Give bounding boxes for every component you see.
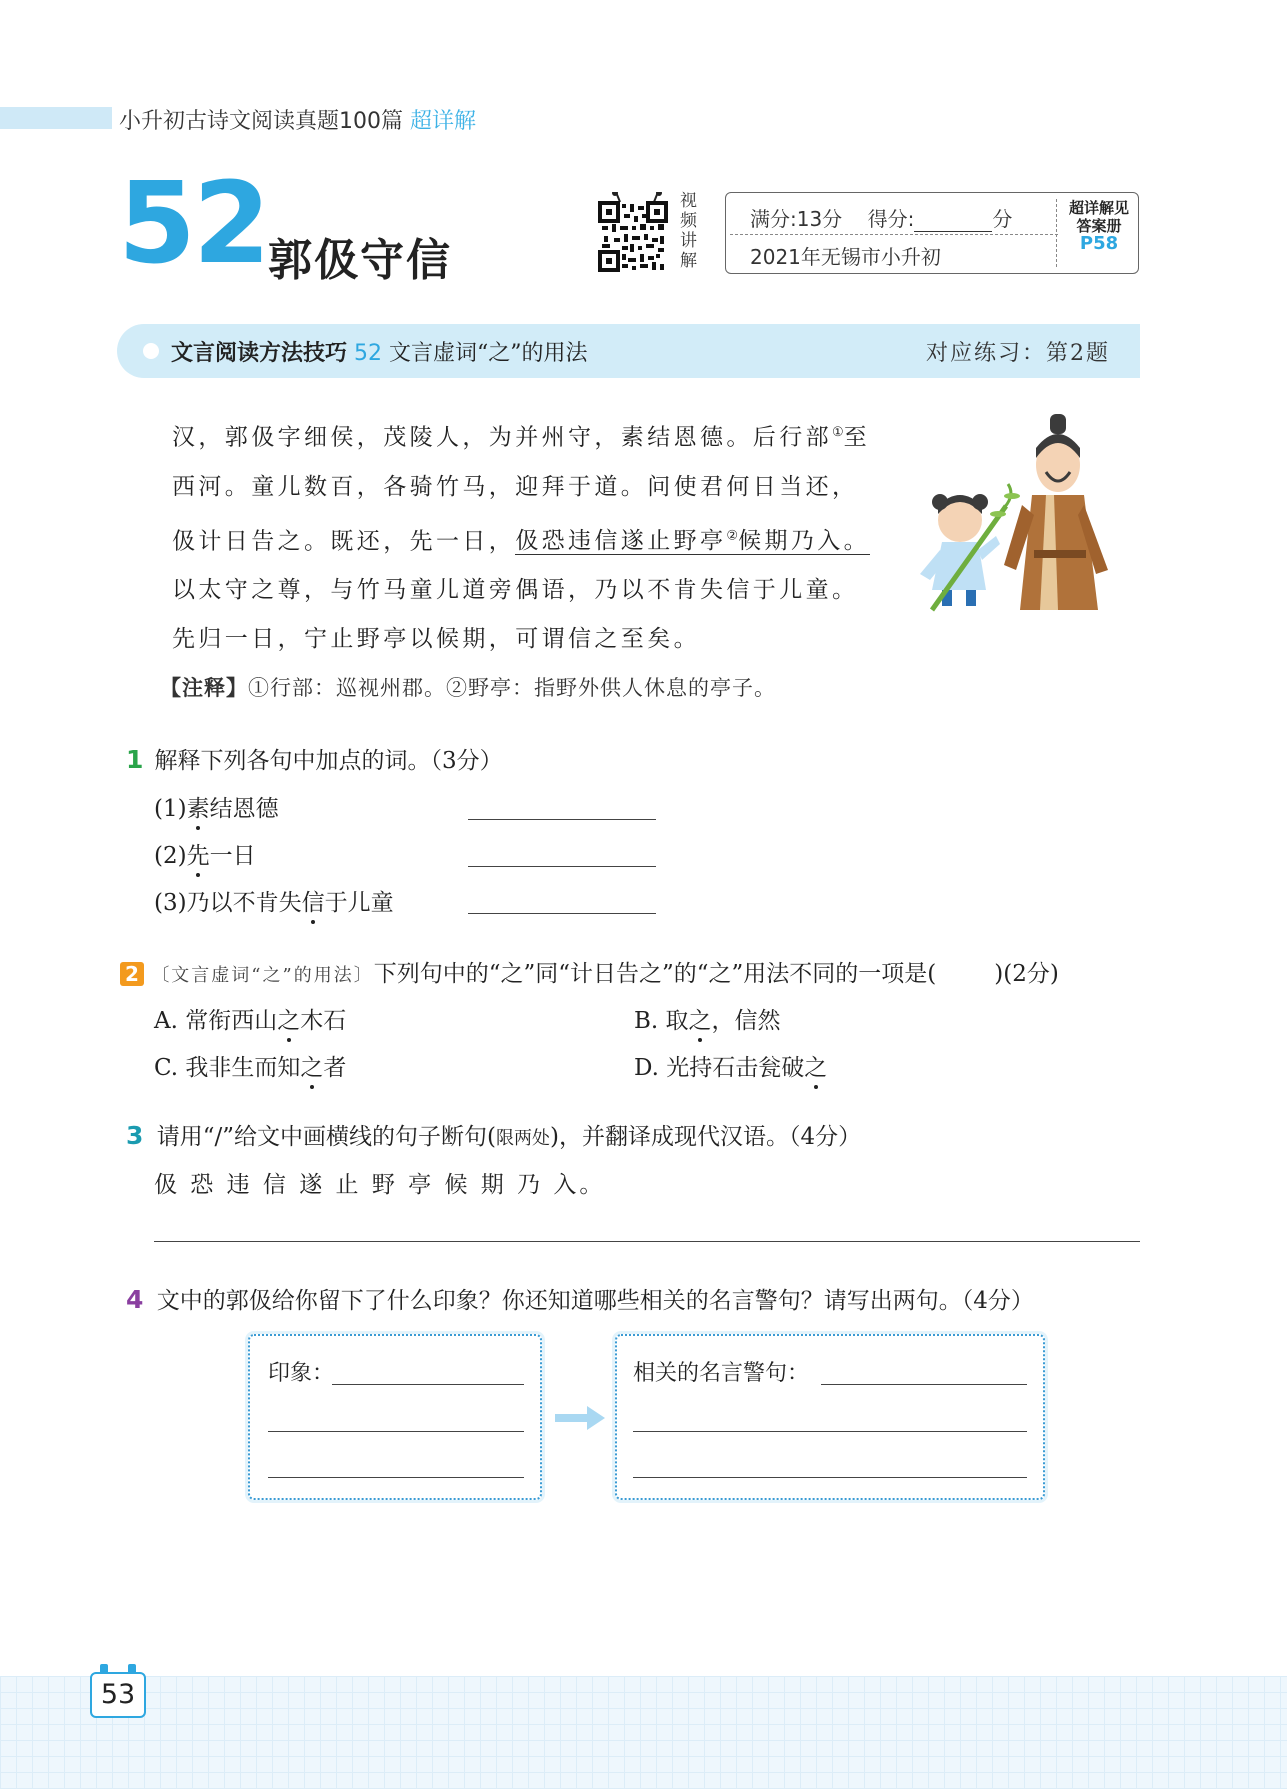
method-banner [117, 324, 1140, 378]
dotted-word: 之 [804, 1055, 828, 1081]
qr-label-char: 解 [680, 251, 697, 271]
option-b[interactable] [634, 1002, 781, 1035]
passage-text: 汉，郭伋字细侯，茂陵人，为并州守，素结恩德。后行部 [172, 424, 832, 451]
score-label: 得分: [867, 207, 915, 231]
score-separator [1056, 199, 1057, 267]
question-prompt: 文中的郭伋给你留下了什么印象？你还知道哪些相关的名言警句？请写出两句。（4分） [156, 1288, 1034, 1314]
score-divider [730, 234, 1058, 235]
arrow-right-icon [555, 1406, 605, 1434]
question-score: )(2分) [994, 961, 1059, 987]
bullet-icon [143, 343, 159, 359]
dotted-word: 之 [277, 1008, 301, 1034]
q1-item-text: (2) [154, 843, 187, 869]
option-text: 者 [323, 1055, 347, 1081]
quotes-label: 相关的名言警句： [633, 1361, 810, 1386]
footer-grid [0, 1676, 1287, 1789]
option-c[interactable] [154, 1049, 346, 1082]
qr-label-char: 视 [680, 191, 697, 211]
passage-text: 以太守之尊，与竹马童儿道旁偶语，乃以不肯失信于儿童。先归一日，宁止野亭以候期，可谓信之至矣。 [172, 577, 859, 653]
impression-box[interactable] [248, 1334, 542, 1500]
question-1 [126, 742, 503, 775]
illustration [912, 410, 1112, 620]
option-text: D. 光持石击瓮破 [634, 1055, 805, 1081]
answer-line[interactable] [633, 1477, 1027, 1478]
qr-code-icon[interactable] [598, 192, 676, 274]
method-label: 文言阅读方法技巧 [171, 341, 348, 366]
page-number: 53 [90, 1672, 146, 1718]
footnote-marker: ② [726, 528, 739, 544]
score-blank[interactable] [914, 213, 992, 232]
answer-line[interactable] [468, 913, 656, 914]
score-row [750, 203, 1012, 232]
q1-item [154, 884, 394, 917]
passage [122, 408, 882, 664]
question-3 [126, 1118, 861, 1151]
question-number: 3 [126, 1121, 144, 1150]
option-text: A. 常衔西山 [154, 1008, 278, 1034]
answer-line[interactable] [268, 1431, 524, 1432]
answer-reference [1060, 199, 1138, 253]
answer-line[interactable] [821, 1384, 1027, 1385]
dotted-word: 信 [301, 890, 325, 916]
header-accent-bar [0, 107, 112, 129]
footnote-marker: ① [832, 425, 844, 440]
full-score: 满分:13分 [750, 207, 843, 231]
option-text: ，信然 [711, 1008, 781, 1034]
footnotes [160, 672, 776, 702]
dotted-word: 之 [300, 1055, 324, 1081]
underlined-text: 伋恐违信遂止野亭 [515, 528, 727, 555]
question-prompt-note: 限两处 [495, 1128, 550, 1149]
score-box [725, 192, 1139, 274]
question-prompt: )，并翻译成现代汉语。（4分） [549, 1124, 862, 1150]
q1-item [154, 790, 279, 823]
option-a[interactable] [154, 1002, 346, 1035]
lesson-number: 52 [118, 159, 268, 289]
question-4 [126, 1282, 1034, 1315]
dotted-word: 先 [186, 843, 210, 869]
question-number: 4 [126, 1285, 144, 1314]
method-topic: 文言虚词“之”的用法 [389, 341, 588, 366]
footnote-label: 【注释】 [160, 676, 248, 700]
question-prompt: 请用“/”给文中画横线的句子断句( [156, 1124, 496, 1150]
qr-label-char: 频 [680, 211, 697, 231]
option-text: 木石 [300, 1008, 347, 1034]
question-prompt: 下列句中的“之”同“计日告之”的“之”用法不同的一项是( [373, 961, 937, 987]
practice-reference: 对应练习：第2题 [926, 341, 1110, 366]
lesson-title: 郭伋守信 [268, 235, 452, 286]
passage-text: 至西河。童儿数百，各骑竹马，迎拜于道。问使君何日当还，伋计日告之。既还，先一日， [172, 424, 871, 555]
question-number: 1 [126, 745, 144, 774]
dotted-word: 素 [186, 796, 210, 822]
q1-item-text: 一日 [209, 843, 256, 869]
answer-line[interactable] [332, 1384, 524, 1385]
book-title-accent: 超详解 [410, 109, 477, 134]
q1-item-text: (1) [154, 796, 187, 822]
answer-reference-line1: 超详解见 [1068, 199, 1129, 217]
answer-line[interactable] [154, 1241, 1140, 1242]
sentence-to-punctuate: 伋 恐 违 信 遂 止 野 亭 候 期 乃 入。 [154, 1172, 606, 1198]
answer-line[interactable] [468, 866, 656, 867]
q1-item-text: (3)乃以不肯失 [154, 890, 302, 916]
method-banner-text [171, 336, 588, 367]
option-text: B. 取 [634, 1008, 689, 1034]
option-text: C. 我非生而知 [154, 1055, 301, 1081]
dotted-word: 之 [688, 1008, 712, 1034]
answer-line[interactable] [268, 1477, 524, 1478]
option-d[interactable] [634, 1049, 827, 1082]
footnote-text: ①行部：巡视州郡。②野亭：指野外供人休息的亭子。 [248, 676, 776, 700]
book-title [119, 104, 476, 135]
question-number: 2 [120, 962, 144, 986]
quotes-box[interactable] [615, 1334, 1045, 1500]
q1-item-text: 于儿童 [324, 890, 394, 916]
question-2 [120, 955, 1059, 988]
qr-label [680, 191, 702, 271]
score-unit: 分 [992, 207, 1013, 231]
question-prompt: 解释下列各句中加点的词。（3分） [154, 748, 503, 774]
q1-item [154, 837, 256, 870]
question-tag: 〔文言虚词“之”的用法〕 [151, 965, 374, 986]
underlined-sentence [515, 528, 870, 555]
answer-reference-page: P58 [1079, 233, 1119, 254]
impression-label: 印象： [268, 1361, 335, 1386]
answer-reference-line2: 答案册 [1076, 217, 1122, 235]
book-title-text: 小升初古诗文阅读真题100篇 [119, 109, 403, 134]
answer-line[interactable] [633, 1431, 1027, 1432]
underlined-text: 候期乃入。 [738, 528, 871, 555]
method-number: 52 [354, 341, 383, 366]
answer-line[interactable] [468, 819, 656, 820]
q1-item-text: 结恩德 [209, 796, 279, 822]
exam-source: 2021年无锡市小升初 [750, 245, 941, 269]
qr-label-char: 讲 [680, 231, 697, 251]
